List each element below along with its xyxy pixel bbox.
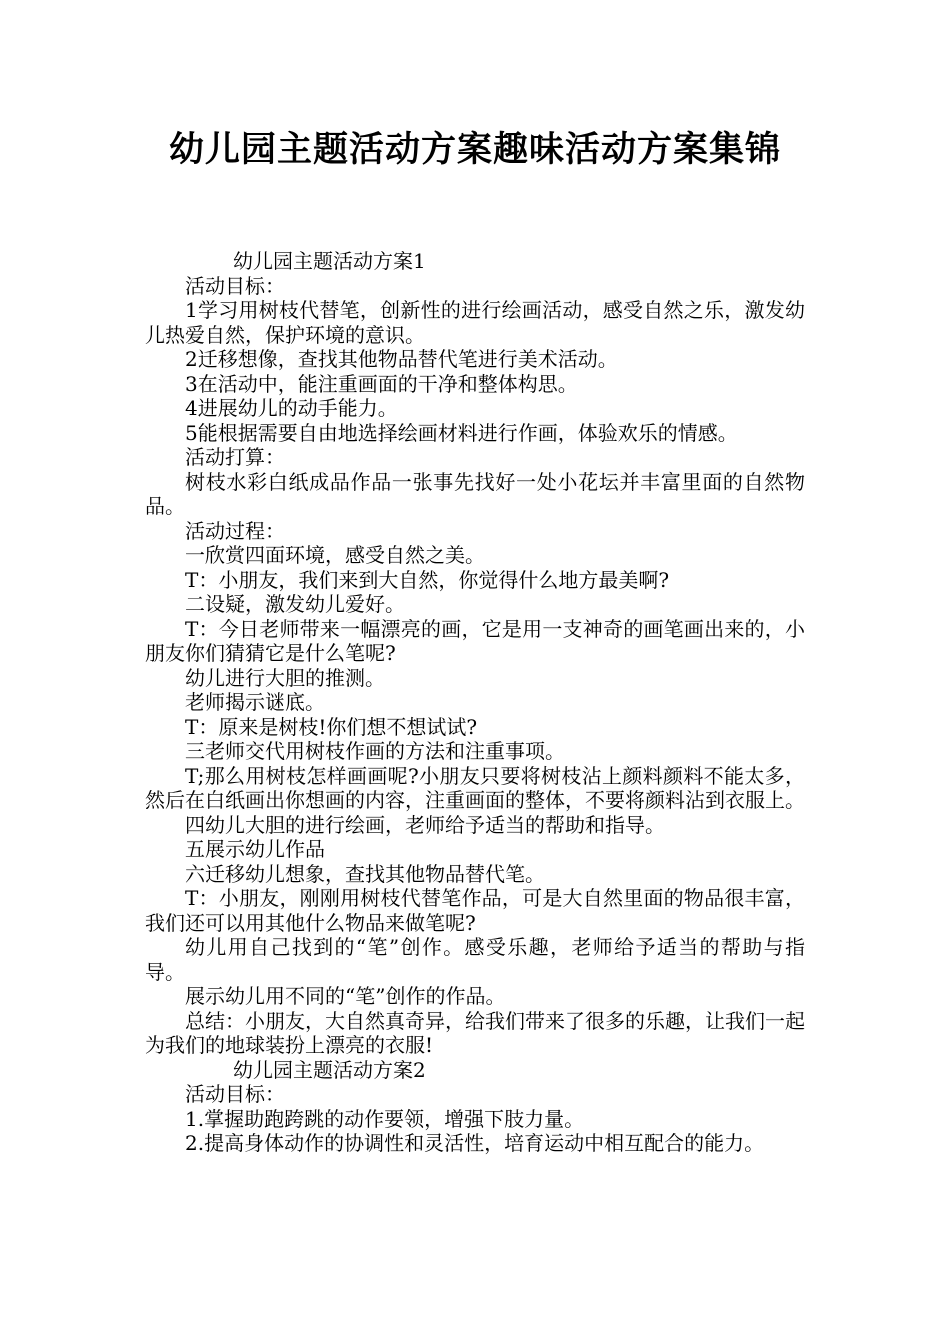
section-heading: 幼儿园主题活动方案2 xyxy=(233,1057,426,1082)
paragraph: 3在活动中，能注重画面的干净和整体构思。 xyxy=(185,371,578,396)
paragraph: 幼儿用自己找到的“笔”创作。感受乐趣，老师给予适当的帮助与指导。 xyxy=(145,935,805,984)
paragraph: 幼儿进行大胆的推测。 xyxy=(185,665,385,690)
paragraph: T：今日老师带来一幅漂亮的画，它是用一支神奇的画笔画出来的，小朋友你们猜猜它是什么笔呢? xyxy=(145,616,805,665)
paragraph: 老师揭示谜底。 xyxy=(185,690,325,714)
paragraph: 树枝水彩白纸成品作品一张事先找好一处小花坛并丰富里面的自然物品。 xyxy=(145,469,805,518)
paragraph: T：小朋友，刚刚用树枝代替笔作品，可是大自然里面的物品很丰富，我们还可以用其他什么物品来做笔呢? xyxy=(145,886,805,935)
document-body xyxy=(145,249,805,1156)
paragraph: T：原来是树枝!你们想不想试试? xyxy=(185,714,478,739)
paragraph: 总结：小朋友，大自然真奇异，给我们带来了很多的乐趣，让我们一起为我们的地球装扮上漂亮的衣服! xyxy=(145,1008,805,1057)
paragraph: 一欣赏四面环境，感受自然之美。 xyxy=(185,543,485,567)
paragraph: 四幼儿大胆的进行绘画，老师给予适当的帮助和指导。 xyxy=(185,812,665,837)
paragraph: 五展示幼儿作品 xyxy=(185,837,325,861)
section-heading: 幼儿园主题活动方案1 xyxy=(233,249,426,273)
paragraph: 活动目标： xyxy=(185,273,285,298)
paragraph: T;那么用树枝怎样画画呢?小朋友只要将树枝沾上颜料颜料不能太多，然后在白纸画出你想画的内容，注重画面的整体，不要将颜料沾到衣服上。 xyxy=(145,763,805,812)
paragraph: 六迁移幼儿想象，查找其他物品替代笔。 xyxy=(185,861,545,886)
paragraph: 4进展幼儿的动手能力。 xyxy=(185,396,398,420)
paragraph: 活动过程： xyxy=(185,518,285,543)
paragraph: 1.掌握助跑跨跳的动作要领，增强下肢力量。 xyxy=(185,1106,585,1131)
paragraph: 2迁移想像，查找其他物品替代笔进行美术活动。 xyxy=(185,347,618,371)
paragraph: T：小朋友，我们来到大自然，你觉得什么地方最美啊? xyxy=(185,567,670,592)
paragraph: 二设疑，激发幼儿爱好。 xyxy=(185,592,405,616)
paragraph: 1学习用树枝代替笔，创新性的进行绘画活动，感受自然之乐，激发幼儿热爱自然，保护环境的意识。 xyxy=(145,298,805,347)
paragraph: 三老师交代用树枝作画的方法和注重事项。 xyxy=(185,739,565,763)
document-title: 幼儿园主题活动方案趣味活动方案集锦 xyxy=(168,130,781,170)
paragraph: 活动目标： xyxy=(185,1082,285,1106)
paragraph: 展示幼儿用不同的“笔”创作的作品。 xyxy=(185,984,506,1008)
paragraph: 活动打算： xyxy=(185,445,285,469)
paragraph: 5能根据需要自由地选择绘画材料进行作画，体验欢乐的情感。 xyxy=(185,420,738,445)
paragraph: 2.提高身体动作的协调性和灵活性，培育运动中相互配合的能力。 xyxy=(185,1131,765,1155)
